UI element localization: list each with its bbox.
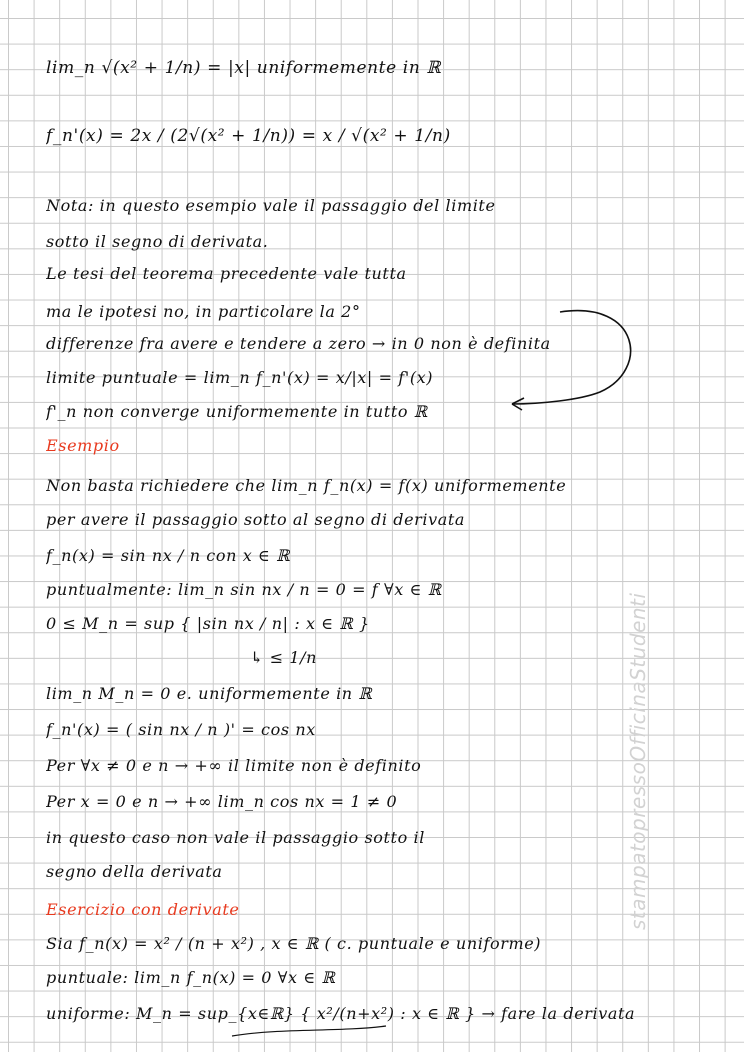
note-line: puntuale: lim_n f_n(x) = 0 ∀x ∈ ℝ (46, 968, 336, 987)
note-line: f_n'(x) = 2x / (2√(x² + 1/n)) = x / √(x² + 1/n) (46, 126, 451, 146)
note-line: Sia f_n(x) = x² / (n + x²) , x ∈ ℝ ( c. puntuale e uniforme) (46, 934, 542, 953)
note-line: per avere il passaggio sotto al segno di derivata (46, 510, 466, 529)
note-line: segno della derivata (46, 862, 223, 881)
section-heading: Esempio (46, 436, 120, 455)
note-line: Nota: in questo esempio vale il passaggio del limite (46, 196, 496, 215)
note-line: limite puntuale = lim_n f_n'(x) = x/|x| = f'(x) (46, 368, 434, 387)
note-line: 0 ≤ M_n = sup { |sin nx / n| : x ∈ ℝ } (46, 614, 370, 633)
note-line: uniforme: M_n = sup_{x∈ℝ} { x²/(n+x²) : x ∈ ℝ } → fare la derivata (46, 1004, 636, 1023)
note-line: f_n'(x) = ( sin nx / n )' = cos nx (46, 720, 316, 739)
note-line: puntualmente: lim_n sin nx / n = 0 = f ∀x ∈ ℝ (46, 580, 442, 599)
note-line: ma le ipotesi no, in particolare la 2° (46, 302, 361, 321)
note-line: f_n(x) = sin nx / n con x ∈ ℝ (46, 546, 291, 565)
note-line: Non basta richiedere che lim_n f_n(x) = f(x) uniformemente (46, 476, 567, 495)
curved-arrow (512, 311, 631, 404)
note-line: lim_n M_n = 0 e. uniformemente in ℝ (46, 684, 373, 703)
note-line: f'_n non converge uniformemente in tutto ℝ (46, 402, 428, 421)
note-line: Le tesi del teorema precedente vale tutta (46, 264, 407, 283)
watermark: stampatopressoOfficinaStudenti (626, 592, 650, 930)
note-line: ↳ ≤ 1/n (250, 648, 318, 667)
note-line: in questo caso non vale il passaggio sotto il (46, 828, 425, 847)
note-line: Per x = 0 e n → +∞ lim_n cos nx = 1 ≠ 0 (46, 792, 398, 811)
section-heading: Esercizio con derivate (46, 900, 240, 919)
underline-brace (232, 1026, 386, 1036)
note-line: Per ∀x ≠ 0 e n → +∞ il limite non è definito (46, 756, 422, 775)
note-line: lim_n √(x² + 1/n) = |x| uniformemente in ℝ (46, 58, 442, 78)
note-line: differenze fra avere e tendere a zero → in 0 non è definita (46, 334, 551, 353)
note-line: sotto il segno di derivata. (46, 232, 269, 251)
